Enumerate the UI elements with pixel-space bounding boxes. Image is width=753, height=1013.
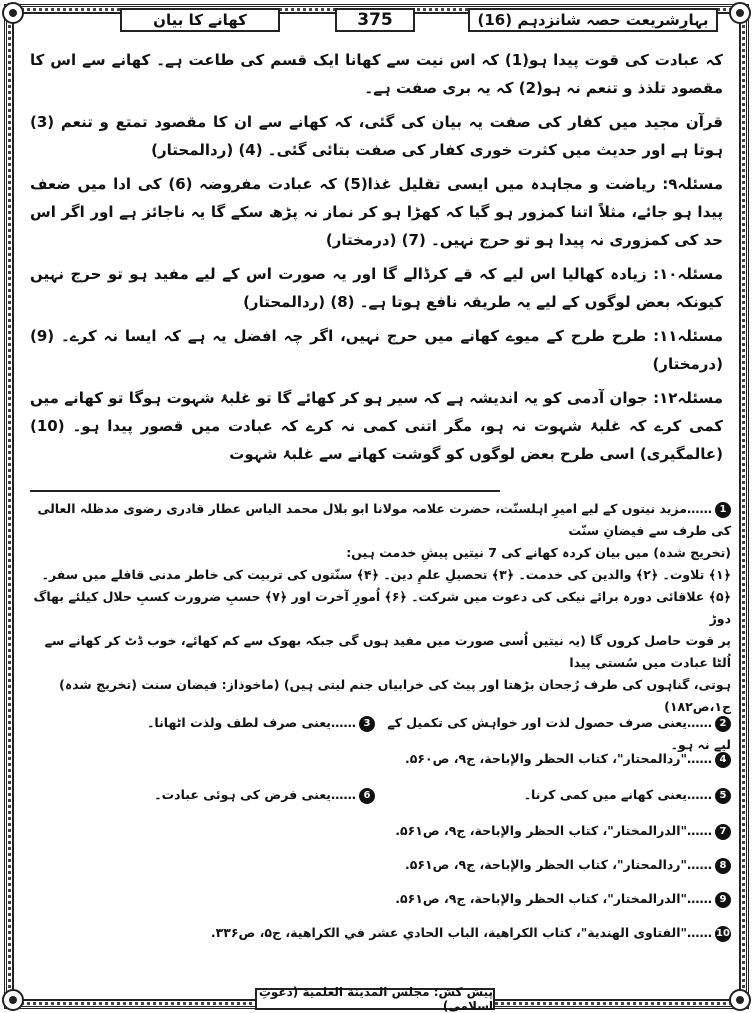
header-book-title-text: بہارِشریعت حصہ شانزدہم (16)	[477, 11, 709, 29]
footnote-4-number: 4	[715, 752, 731, 768]
corner-ornament-top-left	[2, 2, 24, 24]
corner-ornament-bottom-right	[729, 989, 751, 1011]
header-chapter-title-text: کھانے کا بیان	[153, 11, 247, 29]
footnote-1-line-2: (تخریج شدہ) میں بیان کردہ کھانے کی 7 نیتیں پیشِ خدمت ہیں:	[346, 545, 731, 560]
footnote-3-text: ……یعنی صرف لطف ولذت اٹھانا۔	[147, 715, 356, 730]
footnote-6-text: ……یعنی فرض کی ہوئی عبادت۔	[154, 787, 356, 802]
masala-11	[30, 322, 723, 378]
footnote-3-number: 3	[359, 716, 375, 732]
footnote-8-text: ……"ردالمحتار"، کتاب الحظر والإباحة، ج۹، ص۵۶۱.	[404, 857, 712, 872]
corner-ornament-bottom-left	[2, 989, 24, 1011]
masala-11-label: مسئلہ۱۱:	[653, 327, 723, 345]
footnote-10	[30, 922, 731, 944]
page-number-text: 375	[357, 10, 393, 30]
footnote-1	[30, 498, 731, 718]
masala-9-label: مسئلہ۹:	[662, 175, 724, 193]
footnote-1-number: 1	[715, 502, 731, 518]
footnote-6	[30, 784, 375, 806]
masala-10-text: زیادہ کھالیا اس لیے کہ قے کرڈالے گا اور یہ صورت اس کے لیے مفید ہو تو حرج نہیں کیونکہ بعض لوگوں کے لیے یہ طریقہ نافع ہوتا ہے۔ (8) (ردالمحتار)	[30, 265, 723, 311]
footnote-5	[380, 784, 731, 806]
footnote-5-number: 5	[715, 788, 731, 804]
footnote-1-line-4: ﴿۵﴾ علاقائی دورہ برائے نیکی کی دعوت میں شرکت۔ ﴿۶﴾ اُمورِ آخرت اور ﴿۷﴾ حسبِ ضرورت کسبِ حلال کیلئے بھاگ دوڑ	[33, 589, 731, 626]
masala-12	[30, 384, 723, 468]
footnote-1-line-6: ہوتی، گناہوں کی طرف رُجحان بڑھتا اور پیٹ کی خرابیاں جنم لیتی ہیں) (ماخوذاز: فیضان سنت (تخریج شدہ) ج۱،ص۱۸۲)	[59, 677, 731, 714]
footnote-7-number: 7	[715, 824, 731, 840]
footnote-divider	[30, 490, 500, 492]
footnote-9-number: 9	[715, 892, 731, 908]
masala-9	[30, 170, 723, 254]
header-book-title	[468, 8, 718, 32]
corner-ornament-top-right	[729, 2, 751, 24]
masala-11-text: طرح طرح کے میوے کھانے میں حرج نہیں، اگر چہ افضل یہ ہے کہ ایسا نہ کرے۔ (9) (درمختار)	[30, 327, 723, 373]
footnote-10-text: ……"الفتاوى الهندية"، كتاب الكراهية، الباب الحادي عشر في الكراهية، ج۵، ص۳۳۶.	[210, 925, 712, 940]
footnote-8-number: 8	[715, 858, 731, 874]
footnote-3	[30, 712, 375, 734]
footer-publisher-text: پیش کش: مجلس المدینة العلمیة (دعوتِ اسلامی)	[258, 985, 493, 1013]
footnote-5-text: ……یعنی کھانے میں کمی کرنا۔	[523, 787, 712, 802]
footer-publisher	[255, 985, 495, 1013]
masala-12-label: مسئلہ۱۲:	[653, 389, 723, 407]
footnote-10-number: 10	[715, 926, 731, 942]
footnote-1-line-1	[30, 498, 731, 542]
footnote-7-text: ……"الدرالمختار"، کتاب الحظر والإباحة، ج۹، ص۵۶۱.	[395, 823, 712, 838]
footnote-4-text: ……"ردالمحتار"، کتاب الحظر والإباحة، ج۹، ص۵۶۰.	[404, 751, 712, 766]
footnote-9	[30, 888, 731, 910]
footnote-8	[30, 854, 731, 876]
footnote-7	[30, 820, 731, 842]
paragraph-2: قرآن مجید میں کفار کی صفت یہ بیان کی گئی، کہ کھانے سے ان کا مقصود تمتع و تنعم (3) ہوتا ہے اور حدیث میں کثرت خوری کفار کی صفت بتائی گئی۔ (4) (ردالمحتار)	[30, 113, 723, 159]
masala-10-label: مسئلہ۱۰:	[653, 265, 724, 283]
footnote-2-number: 2	[715, 716, 731, 732]
header-chapter-title	[120, 8, 280, 32]
footnote-9-text: ……"الدرالمختار"، کتاب الحظر والإباحة، ج۹، ص۵۶۱.	[395, 891, 712, 906]
masala-9-text: ریاضت و مجاہدہ میں ایسی تقلیل غذا(5) کہ عبادت مفروضہ (6) کی ادا میں ضعف پیدا ہو جائے، مثلاً اتنا کمزور ہو گیا کہ کھڑا ہو کر نماز نہ پڑھ سکے گا یہ ناجائز ہے اور اگر اس حد کی کمزوری نہ پیدا ہو تو حرج نہیں۔ (7) (درمختار)	[30, 175, 723, 249]
footnote-1-line-5: پر قوت حاصل کروں گا (یہ نیتیں اُسی صورت میں مفید ہوں گی جبکہ بھوک سے کم کھائے، خوب ڈٹ کر کھانے سے اُلٹا عبادت میں سُستی پیدا	[44, 633, 731, 670]
paragraph-1: کہ عبادت کی قوت پیدا ہو(1) کہ اس نیت سے کھانا ایک قسم کی طاعت ہے۔ کھانے سے اس کا مقصود تلذذ و تنعم نہ ہو(2) کہ یہ بری صفت ہے۔	[30, 51, 723, 97]
page-number	[335, 8, 415, 32]
footnote-2-text: ……یعنی صرف حصول لذت اور خواہش کی تکمیل کے لیے نہ ہو۔	[387, 715, 731, 752]
footnote-6-number: 6	[359, 788, 375, 804]
main-text	[30, 46, 723, 474]
masala-10	[30, 260, 723, 316]
footnote-1-line-3: ﴿۱﴾ تلاوت۔ ﴿۲﴾ والدین کی خدمت۔ ﴿۳﴾ تحصیلِ علمِ دین۔ ﴿۴﴾ سنّتوں کی تربیت کی خاطر مدنی قافلے میں سفر۔	[41, 567, 731, 582]
footnote-4	[30, 748, 731, 770]
masala-12-text: جوان آدمی کو یہ اندیشہ ہے کہ سیر ہو کر کھائے گا تو غلبۂ شہوت ہوگا تو کھانے میں کمی کرے کہ غلبۂ شہوت نہ ہو، مگر اتنی کمی نہ کرے کہ عبادت میں قصور پیدا ہو۔ (10) (عالمگیری) اسی طرح بعض لوگوں کو گوشت کھانے سے غلبۂ شہوت	[30, 389, 723, 463]
footnote-1-line-1-text: ……مزید نیتوں کے لیے امیرِ اہلسنّت، حضرت علامہ مولانا ابو بلال محمد الیاس عطار قادری رضوی مدظلہ العالی کی طرف سے فیضانِ سنّت	[37, 501, 731, 538]
